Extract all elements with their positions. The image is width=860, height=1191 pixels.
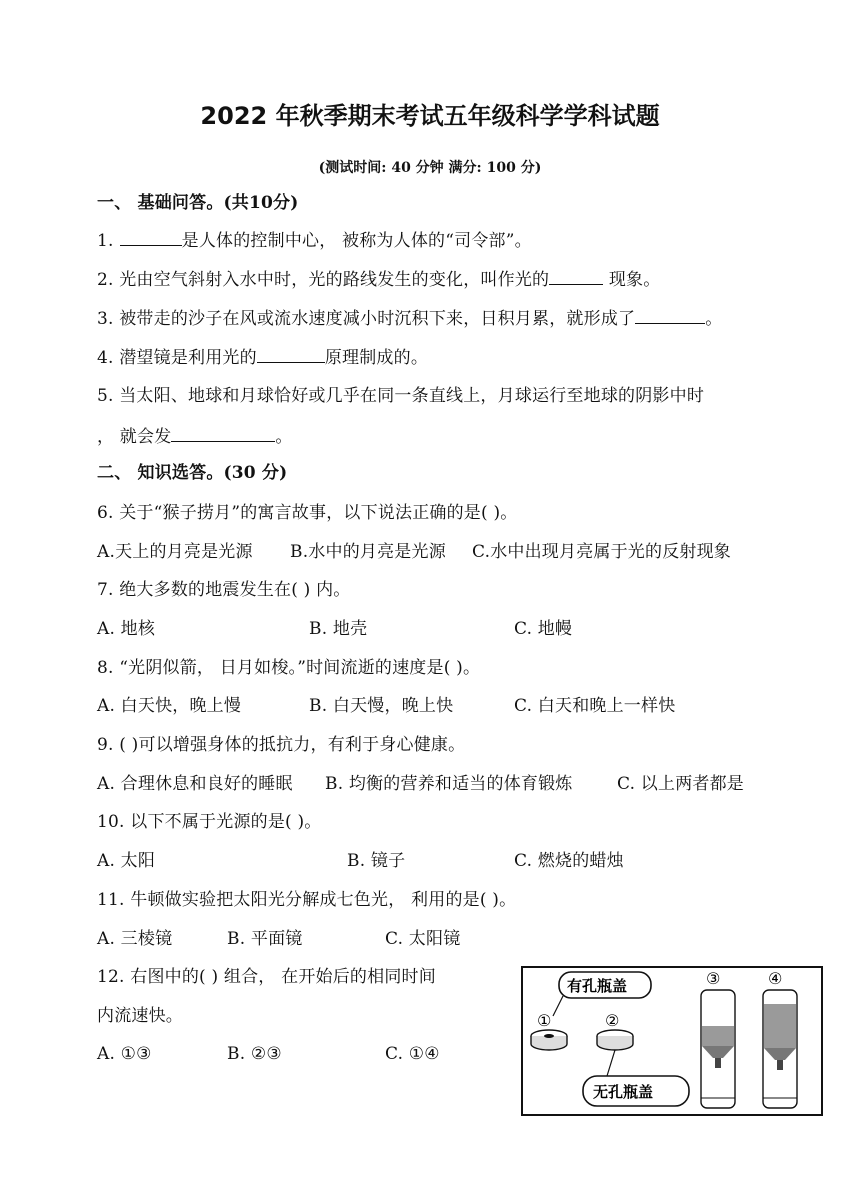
cap-without-hole bbox=[597, 1030, 633, 1050]
exam-title: 2022 年秋季期末考试五年级科学学科试题 bbox=[200, 102, 660, 130]
q2-text: 2. 光由空气斜射入水中时，光的路线发生的变化，叫作光的 bbox=[97, 270, 550, 290]
question-3 bbox=[97, 307, 722, 330]
question-9-stem: 9. ( )可以增强身体的抵抗力，有利于身心健康。 bbox=[97, 735, 466, 755]
label-pointer bbox=[607, 1050, 615, 1076]
question-5-continued bbox=[97, 425, 293, 448]
q12-option-b: B. ②③ bbox=[227, 1044, 282, 1064]
q8-option-b: B. 白天慢，晚上快 bbox=[309, 696, 454, 716]
q10-option-b: B. 镜子 bbox=[347, 851, 406, 871]
q6-option-c: C.水中出现月亮属于光的反射现象 bbox=[472, 542, 732, 562]
exam-subtitle: (测试时间: 40 分钟 满分: 100 分) bbox=[318, 160, 542, 176]
q5-text-end: 。 bbox=[275, 427, 293, 447]
cap-1-number: ① bbox=[537, 1011, 552, 1030]
answer-blank bbox=[635, 307, 705, 324]
bottle-3 bbox=[701, 990, 735, 1108]
q9-option-a: A. 合理休息和良好的睡眠 bbox=[97, 774, 293, 794]
q9-option-b: B. 均衡的营养和适当的体育锻炼 bbox=[325, 774, 573, 794]
q1-text: 是人体的控制中心， 被称为人体的“司令部”。 bbox=[181, 231, 532, 251]
q9-option-c: C. 以上两者都是 bbox=[617, 774, 745, 794]
q7-option-b: B. 地壳 bbox=[309, 619, 368, 639]
section1-heading: 一、 基础问答。(共10分) bbox=[97, 193, 299, 213]
q7-option-c: C. 地幔 bbox=[514, 619, 573, 639]
answer-blank bbox=[171, 425, 275, 442]
cap-2-number: ② bbox=[605, 1011, 620, 1030]
q8-option-c: C. 白天和晚上一样快 bbox=[514, 696, 676, 716]
answer-blank bbox=[257, 346, 325, 363]
answer-blank bbox=[120, 229, 182, 246]
q11-option-b: B. 平面镜 bbox=[227, 929, 303, 949]
q4-text: 4. 潜望镜是利用光的 bbox=[97, 348, 257, 368]
q7-option-a: A. 地核 bbox=[97, 619, 156, 639]
experiment-illustration bbox=[523, 968, 821, 1114]
question-8-stem: 8. “光阴似箭， 日月如梭。”时间流逝的速度是( )。 bbox=[97, 658, 481, 678]
bottle-3-number: ③ bbox=[706, 969, 721, 988]
answer-blank bbox=[549, 268, 603, 285]
q10-option-c: C. 燃烧的蜡烛 bbox=[514, 851, 624, 871]
question-7-stem: 7. 绝大多数的地震发生在( ) 内。 bbox=[97, 580, 351, 600]
question-10-stem: 10. 以下不属于光源的是( )。 bbox=[97, 812, 322, 832]
question-2 bbox=[97, 268, 660, 291]
q6-option-a: A.天上的月亮是光源 bbox=[97, 542, 253, 562]
question-6-stem: 6. 关于“猴子捞月”的寓言故事，以下说法正确的是( )。 bbox=[97, 503, 518, 523]
question-4 bbox=[97, 346, 428, 369]
q10-option-a: A. 太阳 bbox=[97, 851, 156, 871]
question-1 bbox=[97, 229, 532, 252]
bottle-4 bbox=[763, 990, 797, 1108]
q12-option-c: C. ①④ bbox=[385, 1044, 440, 1064]
label-no-hole-cap: 无孔瓶盖 bbox=[593, 1083, 654, 1101]
bottle-4-number: ④ bbox=[768, 969, 783, 988]
q11-option-c: C. 太阳镜 bbox=[385, 929, 461, 949]
question-11-stem: 11. 牛顿做实验把太阳光分解成七色光， 利用的是( )。 bbox=[97, 890, 517, 910]
q6-option-b: B.水中的月亮是光源 bbox=[290, 542, 446, 562]
cap-with-hole bbox=[531, 1030, 567, 1050]
q3-text-end: 。 bbox=[705, 309, 723, 329]
question-5: 5. 当太阳、地球和月球恰好或几乎在同一条直线上，月球运行至地球的阴影中时 bbox=[97, 386, 705, 406]
q1-number: 1. bbox=[97, 231, 114, 251]
q8-option-a: A. 白天快，晚上慢 bbox=[97, 696, 242, 716]
q5-text: ， 就会发 bbox=[97, 427, 172, 447]
label-holed-cap: 有孔瓶盖 bbox=[567, 977, 628, 995]
question-12-stem: 12. 右图中的( ) 组合， 在开始后的相同时间 bbox=[97, 967, 436, 987]
q2-text-end: 现象。 bbox=[603, 270, 661, 290]
label-pointer bbox=[553, 996, 563, 1016]
funnel-experiment-figure bbox=[521, 966, 823, 1116]
q11-option-a: A. 三棱镜 bbox=[97, 929, 173, 949]
question-12-stem-continued: 内流速快。 bbox=[97, 1006, 183, 1026]
q3-text: 3. 被带走的沙子在风或流水速度减小时沉积下来，日积月累，就形成了 bbox=[97, 309, 636, 329]
section2-heading: 二、 知识选答。(30 分) bbox=[97, 463, 288, 483]
q4-text-end: 原理制成的。 bbox=[324, 348, 429, 368]
q12-option-a: A. ①③ bbox=[97, 1044, 152, 1064]
